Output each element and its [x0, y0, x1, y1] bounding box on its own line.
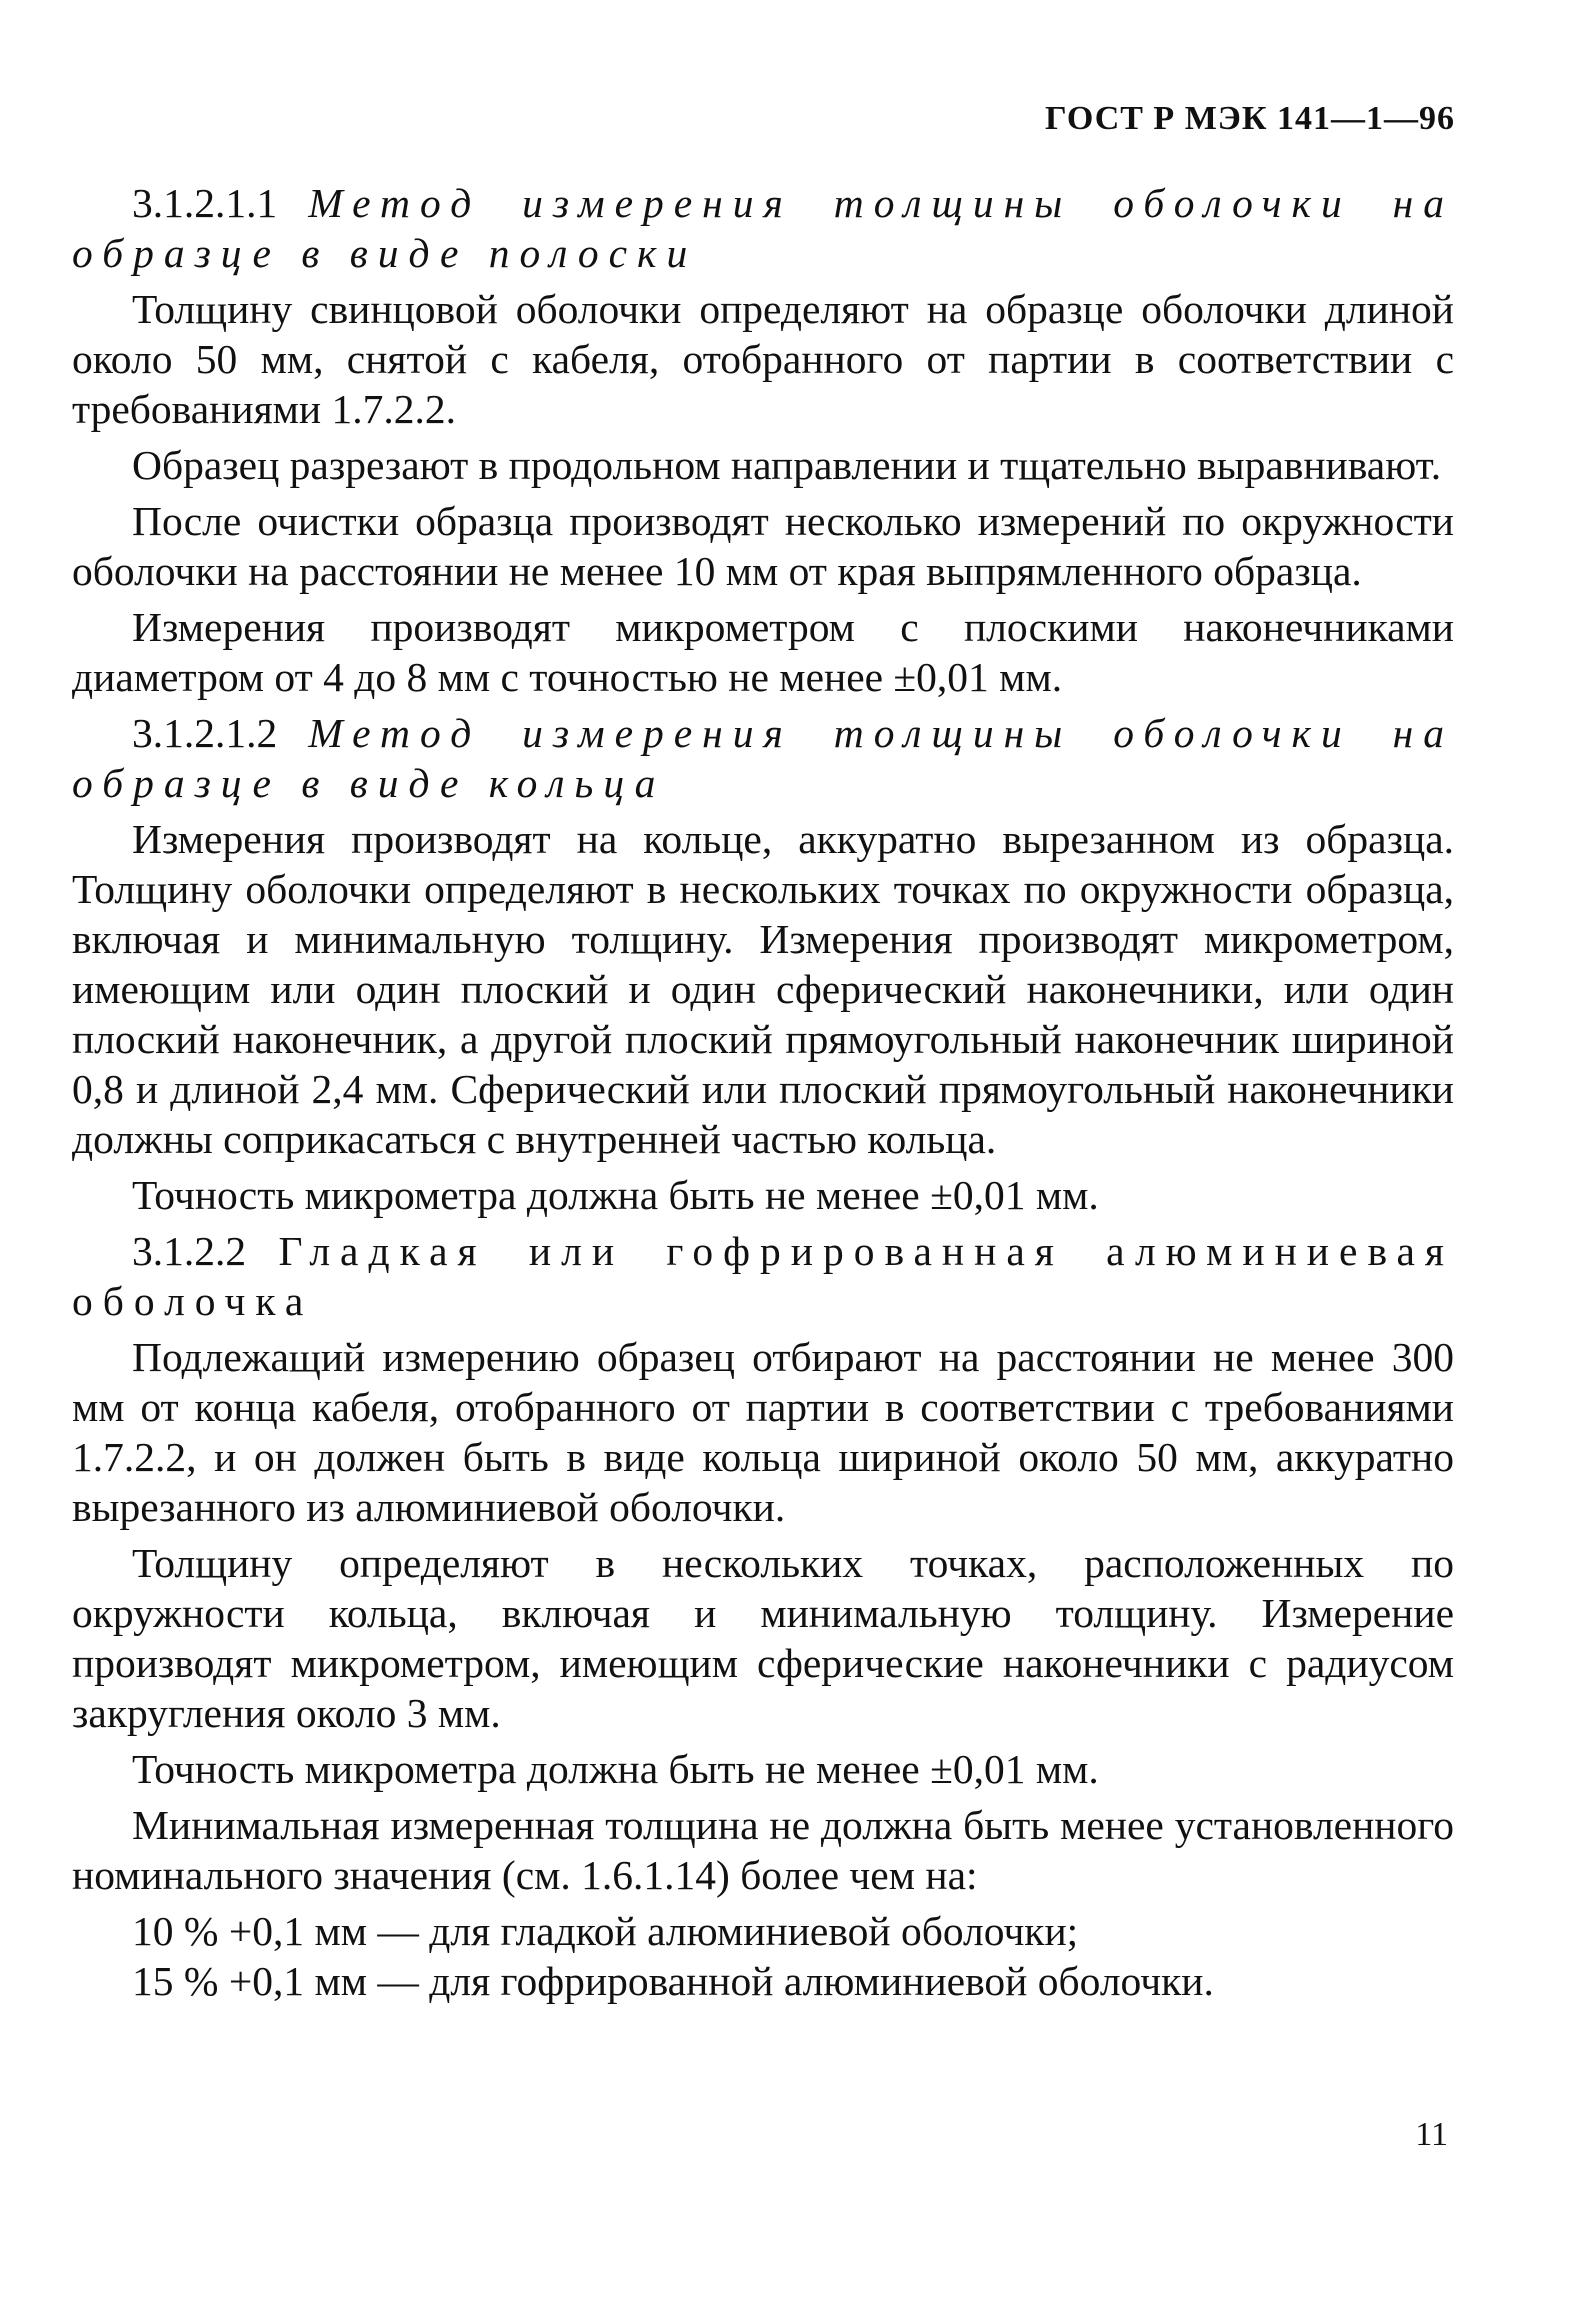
list-item: 15 % +0,1 мм — для гофрированной алюминиевой оболочки.: [132, 1958, 1214, 2004]
section-number: 3.1.2.1.1: [132, 180, 278, 226]
section-title: Метод измерения толщины оболочки на образце в виде кольца: [72, 710, 1454, 806]
paragraph: После очистки образца производят несколько измерений по окружности оболочки на расстоянии не менее 10 мм от края выпрямленного образца.: [72, 498, 1454, 594]
paragraph: Толщину определяют в нескольких точках, расположенных по окружности кольца, включая и минимальную толщину. Измерение производят микрометром, имеющим сферические наконечники с радиусом закругления около 3 мм.: [72, 1540, 1454, 1736]
page-number: 11: [1415, 2116, 1448, 2153]
document-header: ГОСТ Р МЭК 141—1—96: [1045, 100, 1455, 137]
paragraph: Толщину свинцовой оболочки определяют на образце оболочки длиной около 50 мм, снятой с кабеля, отобранного от партии в соответствии с требованиями 1.7.2.2.: [72, 286, 1454, 432]
paragraph: Подлежащий измерению образец отбирают на расстоянии не менее 300 мм от конца кабеля, отобранного от партии в соответствии с требованиями 1.7.2.2, и он должен быть в виде кольца шириной около 50 мм, аккуратно вырезанного из алюминиевой оболочки.: [72, 1334, 1454, 1530]
paragraph: Минимальная измеренная толщина не должна быть менее установленного номинального значения (см. 1.6.1.14) более чем на:: [72, 1802, 1454, 1898]
section-heading: [72, 708, 1454, 808]
paragraph: Измерения производят микрометром с плоскими наконечниками диаметром от 4 до 8 мм с точностью не менее ±0,01 мм.: [72, 604, 1454, 700]
section-title: Метод измерения толщины оболочки на образце в виде полоски: [72, 180, 1454, 276]
section-number: 3.1.2.1.2: [132, 710, 278, 756]
paragraph: Точность микрометра должна быть не менее ±0,01 мм.: [132, 1746, 1099, 1792]
paragraph: Образец разрезают в продольном направлении и тщательно выравнивают.: [132, 442, 1442, 488]
paragraph: Измерения производят на кольце, аккуратно вырезанном из образца. Толщину оболочки определяют в нескольких точках по окружности образца, включая и минимальную толщину. Измерения производят микрометром, имеющим или один плоский и один сферический наконечники, или один плоский наконечник, а другой плоский прямоугольный наконечник шириной 0,8 и длиной 2,4 мм. Сферический или плоский прямоугольный наконечники должны соприкасаться с внутренней частью кольца.: [72, 816, 1454, 1162]
list-item: 10 % +0,1 мм — для гладкой алюминиевой оболочки;: [132, 1908, 1079, 1954]
section-number: 3.1.2.2: [132, 1228, 247, 1274]
section-heading: [72, 1226, 1454, 1326]
section-title: Гладкая или гофрированная алюминиевая оболочка: [72, 1228, 1454, 1324]
section-heading: [72, 178, 1454, 278]
paragraph: Точность микрометра должна быть не менее ±0,01 мм.: [132, 1172, 1099, 1218]
document-body: [72, 178, 1454, 2006]
